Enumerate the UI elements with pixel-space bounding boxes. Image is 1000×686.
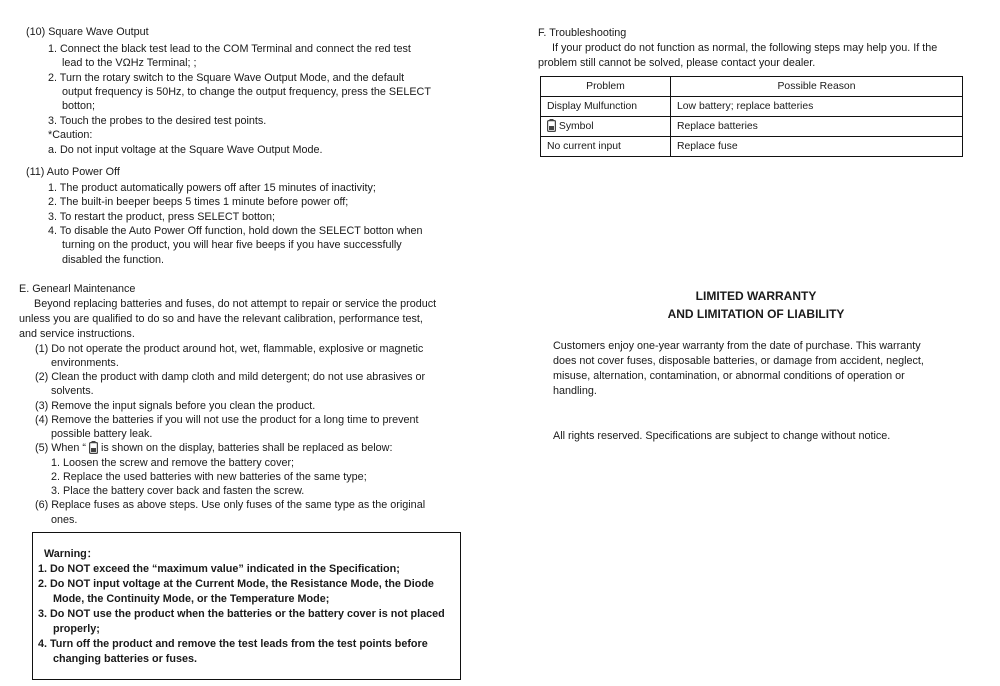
- text-line: 4. To disable the Auto Power Off function, hold down the SELECT botton when: [48, 225, 423, 237]
- table-cell: Replace fuse: [671, 137, 963, 157]
- text-line: output frequency is 50Hz, to change the output frequency, press the SELECT: [62, 86, 431, 98]
- text-line: 2. Turn the rotary switch to the Square Wave Output Mode, and the default: [48, 72, 405, 84]
- text-line: ones.: [51, 514, 78, 526]
- text-line: *Caution:: [48, 129, 93, 141]
- text-line: unless you are qualified to do so and have the relevant calibration, performance test,: [19, 313, 423, 325]
- battery-icon: [89, 441, 98, 454]
- text-line: Beyond replacing batteries and fuses, do not attempt to repair or service the product: [34, 298, 437, 310]
- text-line: (1) Do not operate the product around hot, wet, flammable, explosive or magnetic: [35, 343, 424, 355]
- text-line: possible battery leak.: [51, 428, 153, 440]
- text-line: 1. Loosen the screw and remove the battery cover;: [51, 457, 295, 469]
- table-cell: [541, 117, 671, 137]
- text-line: does not cover fuses, disposable batteries, or damage from accident, neglect,: [553, 355, 924, 367]
- section-heading: (11) Auto Power Off: [26, 166, 120, 178]
- text-line: [35, 441, 392, 455]
- text-line: handling.: [553, 385, 597, 397]
- text-line: 2. The built-in beeper beeps 5 times 1 minute before power off;: [48, 196, 349, 208]
- battery-icon: [547, 119, 556, 132]
- warranty-subtitle: AND LIMITATION OF LIABILITY: [667, 307, 845, 321]
- warning-line: 3. Do NOT use the product when the batteries or the battery cover is not placed: [38, 608, 445, 620]
- text-line: (6) Replace fuses as above steps. Use only fuses of the same type as the original: [35, 499, 426, 511]
- text-line: environments.: [51, 357, 119, 369]
- text-line: turning on the product, you will hear five beeps if you have successfully: [62, 239, 402, 251]
- table-cell-label: Symbol: [558, 121, 594, 132]
- text-line: disabled the function.: [62, 254, 165, 266]
- text-line: a. Do not input voltage at the Square Wave Output Mode.: [48, 144, 323, 156]
- table-row: [541, 117, 963, 137]
- table-cell: Low battery; replace batteries: [671, 97, 963, 117]
- table-row: [541, 137, 963, 157]
- text-line: 1. The product automatically powers off after 15 minutes of inactivity;: [48, 182, 376, 194]
- troubleshooting-table: [540, 76, 963, 157]
- text-line: problem still cannot be solved, please contact your dealer.: [538, 57, 816, 69]
- warning-line: 2. Do NOT input voltage at the Current Mode, the Resistance Mode, the Diode: [38, 578, 434, 590]
- text-line: (2) Clean the product with damp cloth and mild detergent; do not use abrasives or: [35, 371, 426, 383]
- text-line: botton;: [62, 100, 96, 112]
- warning-line: properly;: [53, 623, 100, 635]
- table-row: [541, 97, 963, 117]
- table-header: Problem: [541, 77, 671, 97]
- text-line: 2. Replace the used batteries with new batteries of the same type;: [51, 471, 367, 483]
- rights-notice: All rights reserved. Specifications are subject to change without notice.: [553, 430, 891, 442]
- warning-line: 1. Do NOT exceed the “maximum value” indicated in the Specification;: [38, 563, 400, 575]
- section-heading: E. Genearl Maintenance: [19, 283, 136, 295]
- warning-title: Warning：: [44, 548, 98, 560]
- text-fragment: is shown on the display, batteries shall be replaced as below:: [101, 442, 393, 454]
- warranty-title: LIMITED WARRANTY: [695, 289, 817, 303]
- text-line: and service instructions.: [19, 328, 135, 340]
- warning-line: changing batteries or fuses.: [53, 653, 197, 665]
- text-line: lead to the VΩHz Terminal; ;: [62, 57, 197, 69]
- text-line: 3. Touch the probes to the desired test points.: [48, 115, 267, 127]
- text-line: Customers enjoy one-year warranty from the date of purchase. This warranty: [553, 340, 921, 352]
- text-line: (3) Remove the input signals before you clean the product.: [35, 400, 316, 412]
- text-fragment: (5) When “: [35, 442, 86, 454]
- table-header-row: [541, 77, 963, 97]
- table-cell: Replace batteries: [671, 117, 963, 137]
- text-line: If your product do not function as normal, the following steps may help you. If the: [552, 42, 938, 54]
- warning-line: 4. Turn off the product and remove the test leads from the test points before: [38, 638, 428, 650]
- text-line: misuse, alternation, contamination, or abnormal conditions of operation or: [553, 370, 905, 382]
- section-heading: (10) Square Wave Output: [26, 26, 149, 38]
- text-line: solvents.: [51, 385, 94, 397]
- text-line: 3. To restart the product, press SELECT botton;: [48, 211, 276, 223]
- table-cell: Display Mulfunction: [541, 97, 671, 117]
- text-line: (4) Remove the batteries if you will not use the product for a long time to prevent: [35, 414, 419, 426]
- section-heading: F. Troubleshooting: [538, 27, 627, 39]
- text-line: 1. Connect the black test lead to the COM Terminal and connect the red test: [48, 43, 411, 55]
- warning-line: Mode, the Continuity Mode, or the Temperature Mode;: [53, 593, 330, 605]
- table-cell: No current input: [541, 137, 671, 157]
- text-line: 3. Place the battery cover back and fasten the screw.: [51, 485, 305, 497]
- table-header: Possible Reason: [671, 77, 963, 97]
